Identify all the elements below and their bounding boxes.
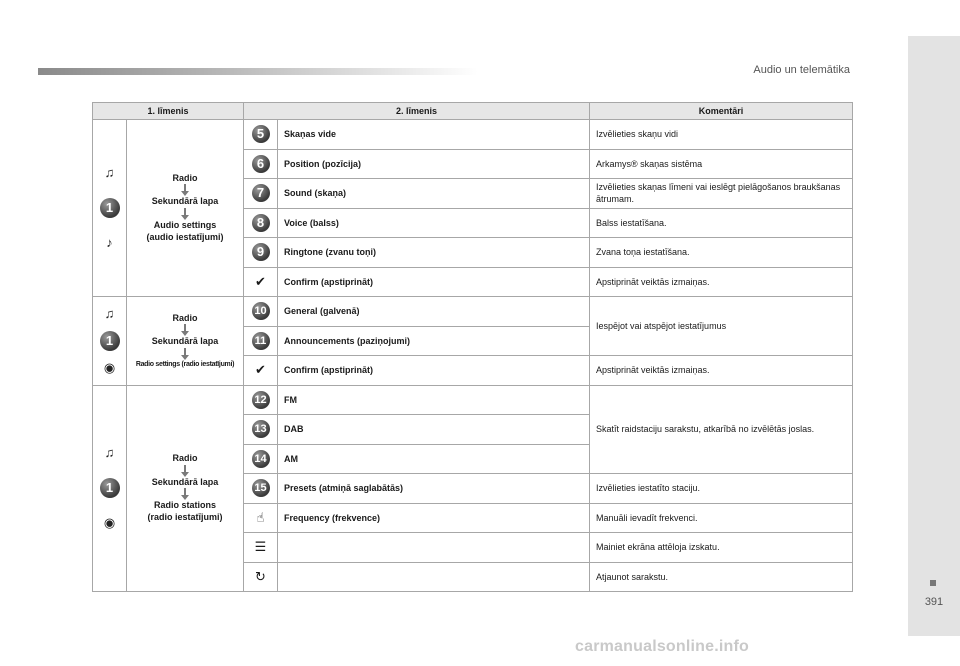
level-badge: 1: [100, 198, 120, 218]
arrow-down-icon: [184, 348, 186, 356]
option-label: Presets (atmiņā saglabātās): [278, 474, 590, 504]
option-label: Voice (balss): [278, 208, 590, 238]
radio-signal-icon: ◉: [103, 359, 116, 375]
refresh-icon: ↻: [255, 568, 266, 584]
column-header-level2: 2. līmenis: [244, 103, 590, 120]
option-label: [278, 533, 590, 563]
arrow-down-icon: [184, 465, 186, 473]
option-label: Frequency (frekvence): [278, 503, 590, 533]
option-badge: 12: [252, 391, 270, 409]
option-label: Announcements (paziņojumi): [278, 326, 590, 356]
option-comment: Zvana toņa iestatīšana.: [590, 238, 853, 268]
option-label: Confirm (apstiprināt): [278, 356, 590, 386]
music-note-icon: ♫: [104, 305, 115, 321]
option-comment: Iespējot vai atspējot iestatījumus: [590, 297, 853, 356]
option-label: Sound (skaņa): [278, 179, 590, 209]
option-label: Ringtone (zvanu toņi): [278, 238, 590, 268]
option-label: Skaņas vide: [278, 120, 590, 150]
page-number: 391: [924, 596, 944, 608]
group2-icons: [93, 297, 127, 386]
check-icon: ✔: [255, 273, 266, 289]
option-badge: 6: [252, 155, 270, 173]
arrow-down-icon: [184, 208, 186, 216]
arrow-down-icon: [184, 184, 186, 192]
option-comment: Apstiprināt veiktās izmaiņas.: [590, 267, 853, 297]
arrow-down-icon: [184, 324, 186, 332]
table-header-row: [93, 103, 853, 120]
option-label: FM: [278, 385, 590, 415]
page-marker: [930, 580, 936, 586]
radio-signal-icon: ◉: [103, 515, 116, 531]
option-badge: 14: [252, 450, 270, 468]
column-header-level1: 1. līmenis: [93, 103, 244, 120]
group3-path: Radio Sekundārā lapa Radio stations (radio iestatījumi): [127, 385, 244, 592]
option-label: DAB: [278, 415, 590, 445]
option-comment: Izvēlieties skaņu vidi: [590, 120, 853, 150]
arrow-down-icon: [184, 488, 186, 496]
table-row: [93, 120, 853, 150]
level-badge: 1: [100, 331, 120, 351]
touch-hand-icon: ☝: [256, 509, 265, 525]
option-comment: Skatīt raidstaciju sarakstu, atkarībā no izvēlētās joslas.: [590, 385, 853, 474]
group1-icons: [93, 120, 127, 297]
option-badge: 8: [252, 214, 270, 232]
header-gradient-bar: [38, 68, 478, 75]
option-comment: Balss iestatīšana.: [590, 208, 853, 238]
music-note-icon: ♫: [104, 445, 115, 461]
group3-icons: [93, 385, 127, 592]
column-header-comments: Komentāri: [590, 103, 853, 120]
menu-table: [92, 102, 853, 592]
table-row: [93, 297, 853, 327]
group1-path: Radio Sekundārā lapa Audio settings (audio iestatījumi): [127, 120, 244, 297]
option-badge: 13: [252, 420, 270, 438]
option-comment: Mainiet ekrāna attēloja izskatu.: [590, 533, 853, 563]
watermark: carmanualsonline.info: [575, 638, 750, 655]
option-badge: 15: [252, 479, 270, 497]
option-comment: Atjaunot sarakstu.: [590, 562, 853, 592]
check-icon: ✔: [255, 362, 266, 378]
option-badge: 11: [252, 332, 270, 350]
section-title: Audio un telemātika: [753, 64, 850, 76]
option-label: General (galvenā): [278, 297, 590, 327]
music-note-icon: ♫: [104, 165, 115, 180]
table-row: [93, 385, 853, 415]
option-badge: 9: [252, 243, 270, 261]
option-label: [278, 562, 590, 592]
group2-path: Radio Sekundārā lapa Radio settings (radio iestatījumi): [127, 297, 244, 386]
option-comment: Izvēlieties iestatīto staciju.: [590, 474, 853, 504]
option-comment: Apstiprināt veiktās izmaiņas.: [590, 356, 853, 386]
music-note-icon: ♪: [106, 235, 113, 250]
level-badge: 1: [100, 478, 120, 498]
option-label: Position (pozīcija): [278, 149, 590, 179]
option-label: AM: [278, 444, 590, 474]
option-badge: 10: [252, 302, 270, 320]
page-side-tab: [908, 36, 960, 636]
option-comment: Izvēlieties skaņas līmeni vai ieslēgt pielāgošanos braukšanas ātrumam.: [590, 179, 853, 209]
option-badge: 7: [252, 184, 270, 202]
option-badge: 5: [252, 125, 270, 143]
option-label: Confirm (apstiprināt): [278, 267, 590, 297]
list-view-icon: ☰: [254, 539, 267, 555]
option-comment: Arkamys® skaņas sistēma: [590, 149, 853, 179]
option-comment: Manuāli ievadīt frekvenci.: [590, 503, 853, 533]
